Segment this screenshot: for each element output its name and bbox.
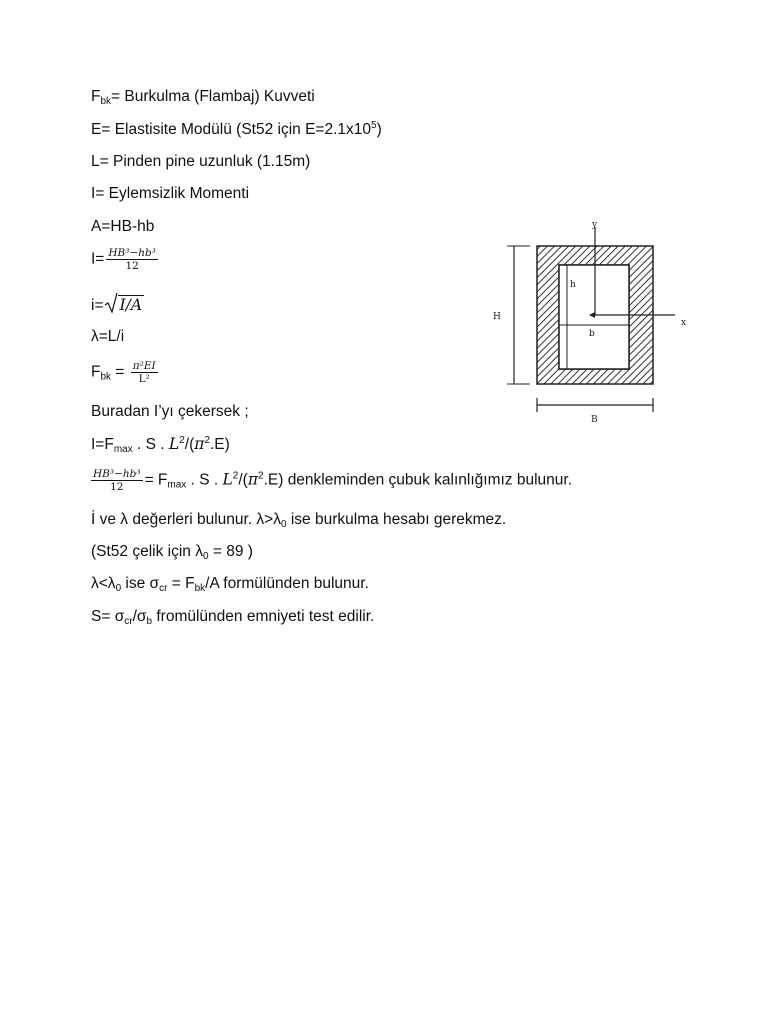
sqrt-sign bbox=[104, 292, 118, 320]
inertia-definition: I= Eylemsizlik Momenti bbox=[91, 185, 250, 202]
inertia-formula: I= $\frac{\text{HB³−hb³}}{12}$ bbox=[91, 247, 156, 272]
inertia-from-fmax: $I=F_{max}$ . S . $L^2/(\pi^2.E)$ bbox=[91, 435, 230, 455]
h-label: h bbox=[570, 280, 576, 290]
safety-factor-line: $S= \sigma_{cr}/\sigma_b$ fromülünden emniyeti test edilir. bbox=[91, 608, 375, 627]
elasticity-definition: E= Elastisite Modülü (St52 için $E=2.1x10^5$) bbox=[91, 120, 382, 138]
B-label: B bbox=[591, 415, 598, 425]
fbk-definition: $F_{bk}=$ Burkulma (Flambaj) Kuvveti bbox=[91, 88, 315, 107]
euler-fraction: $\frac{\text{π²EI}}{\text{L²}}$ bbox=[132, 360, 156, 385]
inertia-fraction: $\frac{\text{HB³−hb³}}{12}$ bbox=[108, 247, 156, 272]
st52-lambda-line: (St52 çelik için $\lambda_0 = 89$ ) bbox=[91, 543, 253, 562]
y-axis-label: y bbox=[592, 220, 598, 230]
radius-formula: i= I/A bbox=[91, 292, 144, 320]
thickness-equation: $\frac{\text{HB³−hb³}}{12}$ = $F_{max}$ . S . $L^2/(\pi^2.E)$ denkleminden çubuk kalınlığımız bulunur. bbox=[93, 468, 573, 493]
hollow-section-diagram bbox=[493, 215, 700, 425]
lambda-check-line: İ ve λ değerleri bulunur. $\lambda>\lambda_0$ ise burkulma hesabı gerekmez. bbox=[91, 511, 507, 530]
thickness-fraction: $\frac{\text{HB³−hb³}}{12}$ bbox=[93, 468, 141, 493]
x-axis-label: x bbox=[681, 318, 687, 328]
buradan-line: Buradan I’yı çekersek ; bbox=[91, 403, 249, 420]
buckling-force-formula: $F_{bk}$ = $\frac{\text{π²EI}}{\text{L²}}$ bbox=[91, 360, 156, 385]
H-label: H bbox=[493, 312, 501, 322]
slenderness-formula: λ=L/i bbox=[91, 328, 125, 345]
area-formula: A=HB-hb bbox=[91, 218, 155, 235]
length-definition: L= Pinden pine uzunluk (1.15m) bbox=[91, 153, 311, 170]
b-label: b bbox=[589, 329, 595, 339]
critical-stress-line: $\lambda<\lambda_0$ ise $\sigma_{cr} = F_{bk}/A$ formülünden bulunur. bbox=[91, 575, 369, 594]
